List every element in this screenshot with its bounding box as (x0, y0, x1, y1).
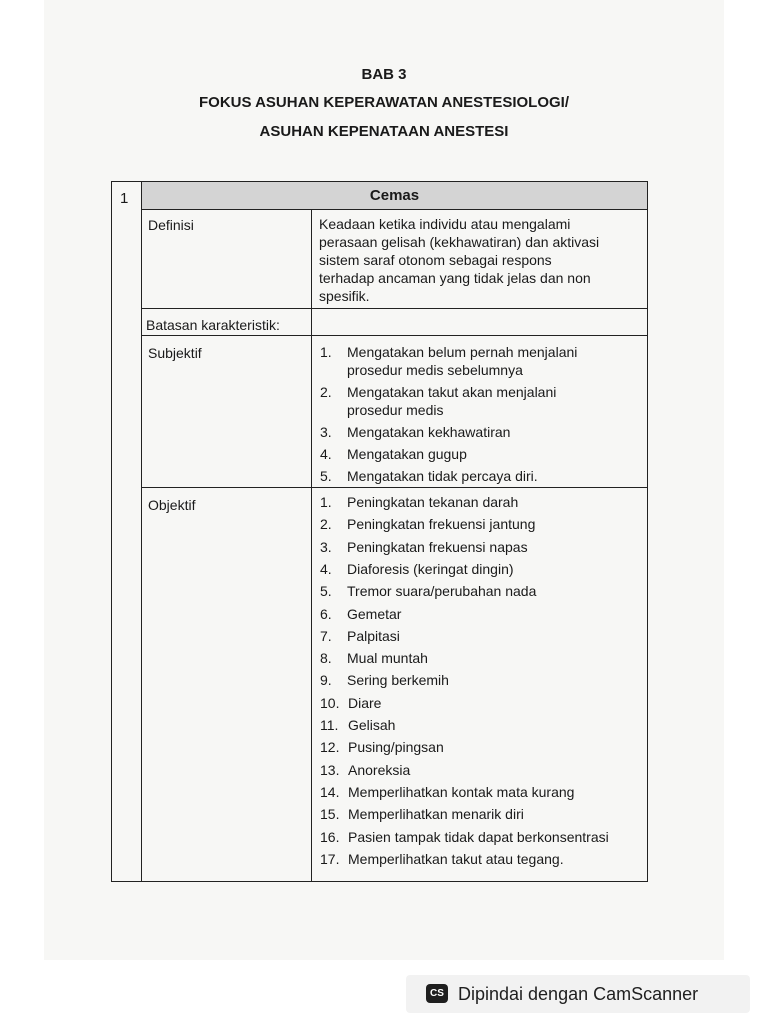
item-number: 2. (320, 516, 332, 533)
item-number: 15. (320, 806, 340, 823)
item-text: Sering berkemih (347, 672, 449, 689)
item-number: 11. (320, 717, 339, 733)
item-text: Mengatakan gugup (347, 446, 467, 462)
definition-text (319, 215, 639, 305)
item-number: 8. (320, 650, 332, 667)
item-text: Mengatakan belum pernah menjalani (347, 344, 578, 360)
column-divider-content (311, 209, 312, 881)
diagnosis-title: Cemas (142, 182, 647, 209)
characteristics-label: Batasan karakteristik: (146, 317, 280, 333)
item-text: Peningkatan frekuensi jantung (347, 516, 536, 533)
column-divider-number (141, 182, 142, 881)
definition-line: spesifik. (319, 288, 370, 304)
definition-line: Keadaan ketika individu atau mengalami (319, 216, 571, 232)
item-text: prosedur medis sebelumnya (347, 362, 523, 378)
definition-line: terhadap ancaman yang tidak jelas dan non (319, 270, 591, 286)
item-text: Pasien tampak tidak dapat berkonsentrasi (348, 828, 609, 845)
item-number: 5. (320, 583, 332, 600)
item-number: 9. (320, 672, 332, 689)
item-number: 2. (320, 384, 332, 400)
item-text: Memperlihatkan takut atau tegang. (348, 850, 564, 867)
watermark-text: Dipindai dengan CamScanner (458, 984, 699, 1004)
item-text: Diare (348, 694, 382, 711)
item-number: 4. (320, 560, 332, 577)
camscanner-watermark (406, 975, 750, 1013)
item-text: Memperlihatkan kontak mata kurang (348, 783, 575, 800)
item-text: Gelisah (348, 717, 396, 733)
item-number: 13. (320, 761, 340, 778)
item-number: 5. (320, 468, 332, 484)
item-number: 3. (320, 538, 332, 555)
row-divider-subjective (141, 487, 647, 488)
item-number: 12. (320, 739, 340, 756)
objective-label: Objektif (148, 497, 196, 513)
row-divider-definition (141, 308, 647, 309)
row-divider-header (141, 209, 647, 210)
definition-line: sistem saraf otonom sebagai respons (319, 252, 552, 268)
page-title-line-2: ASUHAN KEPENATAAN ANESTESI (259, 123, 509, 140)
page-title-line-1: FOKUS ASUHAN KEPERAWATAN ANESTESIOLOGI/ (198, 94, 570, 111)
item-number: 10. (320, 694, 340, 711)
item-number: 17. (320, 850, 340, 867)
definition-line: perasaan gelisah (kekhawatiran) dan aktivasi (319, 234, 600, 250)
item-text: Mengatakan takut akan menjalani (347, 384, 557, 400)
item-text: Memperlihatkan menarik diri (348, 806, 524, 823)
item-text: Mengatakan kekhawatiran (347, 424, 511, 440)
item-text: Peningkatan tekanan darah (347, 494, 519, 510)
item-text: Peningkatan frekuensi napas (347, 538, 528, 555)
item-number: 16. (320, 828, 340, 845)
row-number: 1 (120, 190, 129, 207)
subjective-label: Subjektif (148, 345, 202, 361)
item-number: 4. (320, 446, 332, 462)
item-number: 6. (320, 605, 332, 622)
nursing-diagnosis-table (111, 181, 648, 882)
item-number: 7. (320, 627, 332, 644)
item-number: 1. (320, 494, 332, 510)
definition-label: Definisi (148, 217, 194, 233)
item-text: Diaforesis (keringat dingin) (347, 560, 514, 577)
item-text: Gemetar (347, 605, 402, 622)
item-text: Pusing/pingsan (348, 739, 444, 756)
chapter-label: BAB 3 (361, 66, 407, 83)
item-number: 3. (320, 424, 332, 440)
item-text: Anoreksia (348, 761, 411, 778)
row-divider-characteristics (141, 335, 647, 336)
item-text: Mengatakan tidak percaya diri. (347, 468, 538, 484)
item-text: Tremor suara/perubahan nada (347, 583, 537, 600)
item-text: prosedur medis (347, 402, 444, 418)
item-text: Mual muntah (347, 650, 428, 667)
item-text: Palpitasi (347, 627, 400, 644)
item-number: 1. (320, 344, 332, 360)
camscanner-logo-icon: CS (426, 984, 448, 1003)
item-number: 14. (320, 783, 340, 800)
